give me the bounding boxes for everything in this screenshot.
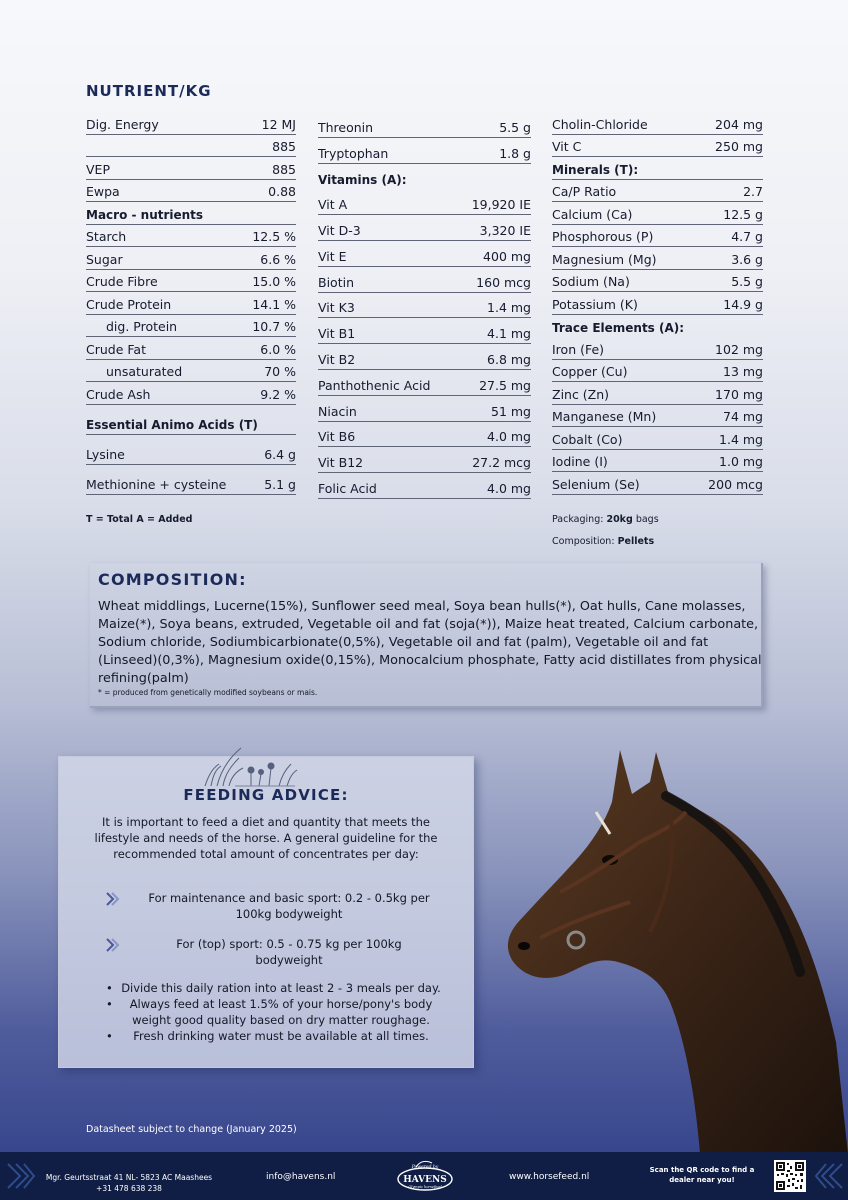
qr-code-icon[interactable]	[774, 1160, 806, 1192]
nutrient-value: 1.4 mg	[487, 300, 531, 316]
nutrient-value: 400 mg	[483, 248, 531, 264]
nutrient-label: Calcium (Ca)	[552, 206, 633, 222]
nutrient-value: 102 mg	[715, 341, 763, 357]
nutrient-value: 27.5 mg	[479, 377, 531, 393]
section-heading-row	[86, 202, 296, 225]
feeding-advice-intro: It is important to feed a diet and quantity that meets the lifestyle and needs of the horse. A general guideline for the recommended total amount of concentrates per day:	[94, 815, 438, 861]
packaging-info	[552, 514, 659, 525]
nutrient-row	[86, 270, 296, 293]
footer-website-link[interactable]: www.horsefeed.nl	[509, 1172, 590, 1182]
nutrient-row	[86, 247, 296, 270]
nutrient-value: 4.0 mg	[487, 480, 531, 496]
nutrient-label: VEP	[86, 161, 110, 177]
nutrient-label: Vit A	[318, 197, 348, 213]
horse-photo	[500, 742, 848, 1154]
nutrient-value: 6.6 %	[260, 251, 296, 267]
nutrient-row	[86, 382, 296, 405]
nutrient-value: 14.9 g	[723, 296, 763, 312]
packaging-suffix: bags	[632, 514, 659, 525]
nutrient-label: Crude Fat	[86, 341, 146, 357]
nutrient-row	[318, 370, 531, 396]
nutrient-label: Ewpa	[86, 184, 120, 199]
footer-email-link[interactable]: info@havens.nl	[266, 1172, 336, 1182]
nutrient-column-2	[318, 112, 531, 499]
nutrient-row	[552, 337, 763, 360]
nutrient-label: Vit E	[318, 248, 347, 264]
disclaimer: Datasheet subject to change (January 2025)	[86, 1124, 297, 1135]
nutrient-row	[552, 247, 763, 270]
nutrient-label: Crude Ash	[86, 386, 151, 402]
nutrient-row	[552, 382, 763, 405]
nutrient-value: 200 mcg	[708, 476, 763, 492]
section-heading-row	[86, 405, 296, 435]
nutrient-row	[552, 360, 763, 383]
feeding-bullet: • Divide this daily ration into at least 2 - 3 meals per day.	[104, 980, 444, 996]
composition-note: * = produced from genetically modified soybeans or mais.	[98, 688, 318, 697]
nutrient-row	[318, 293, 531, 319]
nutrient-label: Copper (Cu)	[552, 364, 628, 379]
nutrient-row	[318, 422, 531, 448]
nutrient-label: Vit B12	[318, 455, 364, 471]
nutrient-value: 12.5 g	[723, 206, 763, 222]
nutrient-value: 70 %	[264, 364, 296, 379]
nutrient-label: Cobalt (Co)	[552, 431, 623, 447]
nutrient-label: Ca/P Ratio	[552, 184, 617, 199]
packaging-label: Packaging:	[552, 514, 607, 525]
nutrient-label: Vit B2	[318, 351, 356, 367]
nutrient-row	[552, 202, 763, 225]
nutrient-value: 885	[272, 139, 296, 154]
logo-sub-text: Olympic horsefeed	[408, 1185, 442, 1189]
logo-top-text: Powered by	[411, 1165, 439, 1170]
chevron-right-icon	[104, 936, 122, 954]
nutrient-value: 6.0 %	[260, 341, 296, 357]
composition-type-info	[552, 536, 654, 547]
nutrient-label: Vit D-3	[318, 222, 361, 238]
nutrient-row	[552, 472, 763, 495]
nutrient-value: 12 MJ	[261, 116, 296, 132]
feeding-bullets	[104, 980, 444, 1044]
composition-type-label: Composition:	[552, 536, 618, 547]
nutrient-value: 4.1 mg	[487, 326, 531, 342]
feeding-bullet: • Always feed at least 1.5% of your horse/pony's body weight good quality based on dry matter roughage.	[104, 996, 444, 1028]
nutrient-label: Starch	[86, 229, 127, 244]
nutrient-value: 0.88	[268, 184, 296, 199]
nutrient-value: 6.8 mg	[487, 351, 531, 367]
nutrient-label: Threonin	[318, 119, 374, 135]
nutrient-label: Phosphorous (P)	[552, 229, 654, 244]
nutrient-row	[86, 360, 296, 383]
nutrient-value: 3.6 g	[731, 251, 763, 267]
nutrient-row	[552, 450, 763, 473]
nutrient-label: dig. Protein	[106, 319, 178, 334]
legend: T = Total A = Added	[86, 514, 193, 525]
nutrient-value: 15.0 %	[252, 274, 296, 289]
nutrient-label: Sugar	[86, 251, 123, 267]
nutrient-value: 1.0 mg	[719, 454, 763, 469]
nutrient-label: Macro - nutrients	[86, 207, 204, 222]
nutrient-value: 19,920 IE	[471, 197, 531, 213]
nutrient-row	[86, 292, 296, 315]
nutrient-label: Essential Animo Acids (T)	[86, 417, 258, 432]
packaging-value: 20kg	[606, 514, 633, 525]
footer-phone: +31 478 638 238	[96, 1184, 162, 1193]
section-heading-row	[552, 157, 763, 180]
feeding-advice-title: FEEDING ADVICE:	[183, 786, 349, 804]
nutrient-row	[552, 180, 763, 203]
feeding-arrow-item	[104, 890, 444, 924]
nutrient-value: 74 mg	[723, 409, 763, 424]
nutrient-row	[318, 318, 531, 344]
nutrient-value: 13 mg	[723, 364, 763, 379]
havens-logo	[396, 1158, 454, 1194]
footer-right-decoration	[814, 1160, 844, 1192]
nutrient-label: Vitamins (A):	[318, 173, 407, 188]
nutrient-label: Vit C	[552, 139, 582, 154]
nutrient-row	[318, 112, 531, 138]
nutrient-row	[552, 427, 763, 450]
nutrient-row	[318, 344, 531, 370]
nutrient-row	[552, 270, 763, 293]
nutrient-value: 170 mg	[715, 386, 763, 402]
nutrient-row	[318, 241, 531, 267]
feeding-arrow-text: For (top) sport: 0.5 - 0.75 kg per 100kg bodyweight	[176, 937, 402, 967]
nutrient-label: Potassium (K)	[552, 296, 638, 312]
nutrient-value: 5.1 g	[264, 476, 296, 492]
nutrient-row	[86, 157, 296, 180]
nutrient-label: Sodium (Na)	[552, 274, 630, 289]
nutrient-row	[318, 189, 531, 215]
nutrient-label: Methionine + cysteine	[86, 476, 227, 492]
nutrient-value: 160 mcg	[476, 274, 531, 290]
nutrient-label: Lysine	[86, 446, 125, 462]
nutrient-row	[86, 435, 296, 465]
nutrient-label: Iron (Fe)	[552, 341, 605, 357]
footer-address-line: Mgr. Geurtsstraat 41 NL- 5823 AC Maashees	[45, 1173, 213, 1182]
nutrient-value: 4.7 g	[731, 229, 763, 244]
nutrient-value: 5.5 g	[499, 119, 531, 135]
nutrient-row	[318, 267, 531, 293]
nutrient-column-3	[552, 112, 763, 495]
nutrient-value: 4.0 mg	[487, 429, 531, 445]
nutrient-label: Biotin	[318, 274, 354, 290]
nutrient-row	[86, 337, 296, 360]
nutrient-label: Trace Elements (A):	[552, 321, 685, 335]
nutrient-label: Tryptophan	[318, 145, 389, 161]
nutrient-row	[552, 112, 763, 135]
feeding-arrow-item	[104, 936, 444, 967]
plant-decoration	[195, 744, 305, 788]
nutrient-label: Cholin-Chloride	[552, 116, 648, 132]
nutrient-label: Manganese (Mn)	[552, 409, 657, 424]
nutrient-row	[318, 215, 531, 241]
nutrient-label: Folic Acid	[318, 480, 377, 496]
nutrient-label: Zinc (Zn)	[552, 386, 610, 402]
nutrient-row	[86, 465, 296, 495]
nutrient-label: Crude Protein	[86, 296, 172, 312]
nutrient-label: Panthothenic Acid	[318, 377, 431, 393]
section-heading-row	[552, 315, 763, 338]
nutrient-value: 1.8 g	[499, 145, 531, 161]
nutrient-value: 27.2 mcg	[472, 455, 531, 471]
feeding-arrow-text: For maintenance and basic sport: 0.2 - 0.5kg per 100kg bodyweight	[148, 891, 430, 921]
nutrient-label: Crude Fibre	[86, 274, 158, 289]
nutrient-value: 10.7 %	[252, 319, 296, 334]
nutrient-value: 14.1 %	[252, 296, 296, 312]
nutrient-row	[552, 225, 763, 248]
nutrient-label: Niacin	[318, 403, 357, 419]
nutrient-row	[318, 396, 531, 422]
composition-title: COMPOSITION:	[98, 570, 247, 589]
chevron-right-icon	[104, 890, 122, 908]
nutrient-label: Magnesium (Mg)	[552, 251, 657, 267]
section-heading-row	[318, 164, 531, 190]
composition-type-value: Pellets	[617, 536, 655, 547]
nutrient-row	[86, 180, 296, 203]
footer-left-decoration	[6, 1160, 36, 1192]
nutrient-value: 12.5 %	[252, 229, 296, 244]
nutrient-value: 51 mg	[491, 403, 531, 419]
nutrient-value: 9.2 %	[260, 386, 296, 402]
nutrient-label: Vit B6	[318, 429, 356, 445]
footer-qr-text: Scan the QR code to find a dealer near you!	[649, 1166, 755, 1184]
nutrient-row	[552, 135, 763, 158]
nutrient-row	[552, 405, 763, 428]
nutrient-row	[86, 225, 296, 248]
nutrient-row	[318, 473, 531, 499]
nutrient-title: NUTRIENT/KG	[86, 82, 212, 100]
nutrient-label: Iodine (I)	[552, 454, 608, 469]
nutrient-label: Dig. Energy	[86, 116, 159, 132]
nutrient-row	[86, 315, 296, 338]
nutrient-value: 250 mg	[715, 139, 763, 154]
nutrient-label: Vit K3	[318, 300, 355, 316]
feeding-bullet: • Fresh drinking water must be available at all times.	[104, 1028, 444, 1044]
nutrient-row	[86, 112, 296, 135]
composition-text: Wheat middlings, Lucerne(15%), Sunflower seed meal, Soya bean hulls(*), Oat hulls, Cane molasses, Maize(*), Soya beans, extruded, Vegetable oil and fat (soja(*)), Maize heat treated, Calcium carbonate, Sodium chloride, Sodiumbicarbionate(0,5%), Vegetable oil and fat (palm), Vegetable oil and fat (Linseed)(0,3%), Magnesium oxide(0,15%), Monocalcium phosphate, Fatty acid distillates from physical refining(palm)	[98, 599, 762, 686]
nutrient-row	[552, 292, 763, 315]
nutrient-row	[318, 138, 531, 164]
footer-address	[40, 1172, 218, 1194]
nutrient-value: 1.4 mg	[719, 431, 763, 447]
nutrient-value: 3,320 IE	[479, 222, 531, 238]
nutrient-label: Selenium (Se)	[552, 476, 640, 492]
nutrient-value: 885	[272, 161, 296, 177]
nutrient-value: 204 mg	[715, 116, 763, 132]
nutrient-value: 2.7	[743, 184, 763, 199]
nutrient-label: Minerals (T):	[552, 162, 639, 177]
nutrient-label: Vit B1	[318, 326, 356, 342]
nutrient-value: 6.4 g	[264, 446, 296, 462]
nutrient-row	[86, 135, 296, 158]
nutrient-row	[318, 447, 531, 473]
nutrient-value: 5.5 g	[731, 274, 763, 289]
logo-name-text: HAVENS	[403, 1175, 447, 1185]
nutrient-column-1	[86, 112, 296, 495]
nutrient-label: unsaturated	[106, 364, 183, 379]
